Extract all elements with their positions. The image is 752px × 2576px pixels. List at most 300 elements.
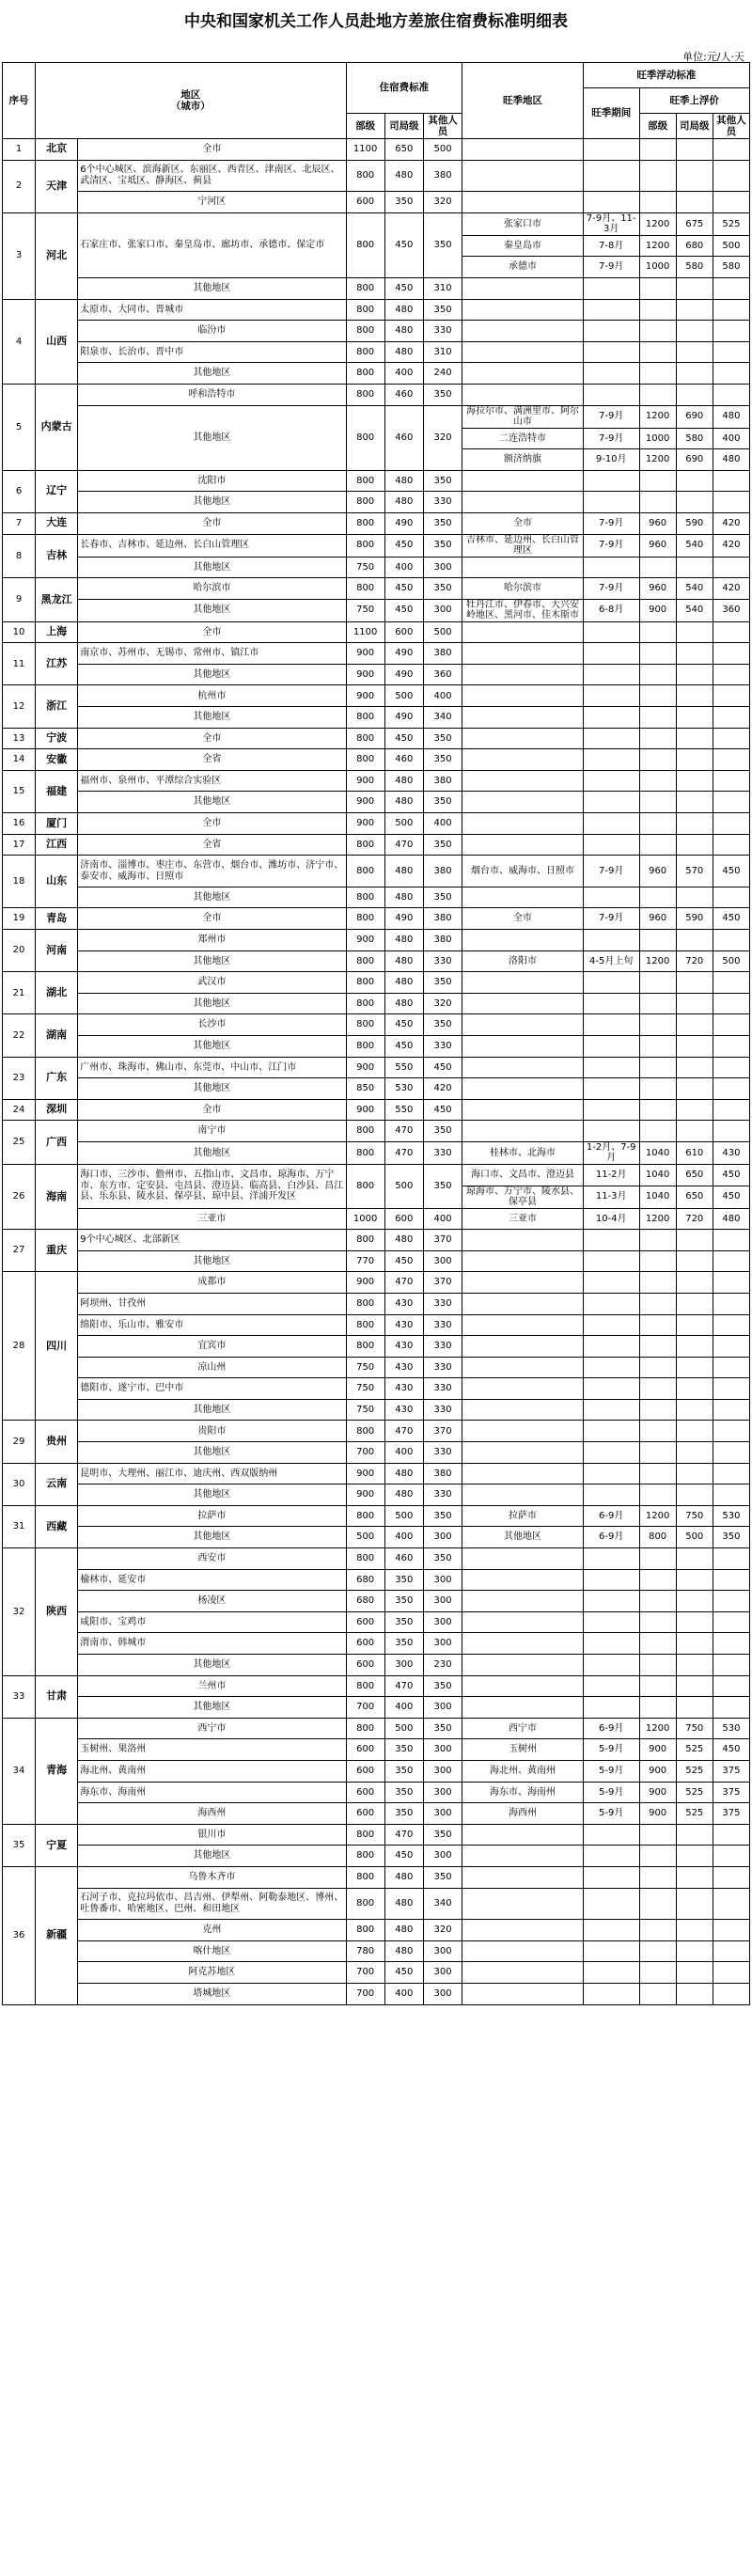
empty-cell [713, 1655, 749, 1676]
empty-cell [676, 1399, 713, 1421]
table-body [3, 139, 750, 2005]
bureau-rate: 450 [384, 1014, 423, 1036]
city-region: 武汉市 [78, 972, 346, 994]
city-region: 长沙市 [78, 1014, 346, 1036]
table-row [3, 908, 750, 930]
row-seq: 36 [3, 1866, 36, 2004]
peak-region: 烟台市、威海市、日照市 [462, 856, 584, 887]
ministry-rate: 680 [346, 1569, 384, 1591]
province-name: 河北 [36, 212, 78, 299]
table-row [3, 1824, 750, 1846]
empty-cell [676, 321, 713, 342]
city-region: 玉树州、果洛州 [78, 1739, 346, 1761]
peak-others-rate: 400 [713, 428, 749, 449]
empty-cell [583, 1940, 639, 1962]
city-region: 其他地区 [78, 1078, 346, 1100]
empty-cell [462, 557, 584, 578]
empty-cell [713, 1569, 749, 1591]
others-rate: 350 [423, 1824, 462, 1846]
empty-cell [676, 972, 713, 994]
ministry-rate: 800 [346, 972, 384, 994]
table-row [3, 534, 750, 557]
ministry-rate: 800 [346, 908, 384, 930]
city-region: 全市 [78, 908, 346, 930]
ministry-rate: 900 [346, 685, 384, 707]
row-seq: 20 [3, 930, 36, 972]
empty-cell [639, 363, 676, 385]
row-seq: 13 [3, 728, 36, 749]
empty-cell [462, 192, 584, 213]
empty-cell [713, 1378, 749, 1400]
bureau-rate: 350 [384, 1739, 423, 1761]
empty-cell [462, 1293, 584, 1314]
table-row [3, 728, 750, 749]
province-name: 云南 [36, 1463, 78, 1505]
empty-cell [462, 643, 584, 665]
empty-cell [583, 887, 639, 908]
others-rate: 330 [423, 321, 462, 342]
header-others-peak: 其他人员 [713, 114, 749, 139]
empty-cell [639, 139, 676, 161]
peak-region: 海北州、黄南州 [462, 1760, 584, 1782]
city-region: 西宁市 [78, 1718, 346, 1739]
empty-cell [462, 321, 584, 342]
bureau-rate: 470 [384, 1272, 423, 1294]
table-row [3, 856, 750, 887]
peak-bureau-rate: 525 [676, 1739, 713, 1761]
empty-cell [676, 749, 713, 771]
row-seq: 2 [3, 160, 36, 212]
province-name: 贵州 [36, 1421, 78, 1463]
empty-cell [676, 1057, 713, 1078]
empty-cell [639, 192, 676, 213]
peak-bureau-rate: 500 [676, 1527, 713, 1548]
table-row [3, 749, 750, 771]
empty-cell [583, 749, 639, 771]
empty-cell [713, 1336, 749, 1358]
empty-cell [583, 1293, 639, 1314]
empty-cell [462, 1272, 584, 1294]
city-region: 其他地区 [78, 1697, 346, 1719]
peak-bureau-rate: 720 [676, 1208, 713, 1230]
table-row [3, 405, 750, 428]
others-rate: 350 [423, 299, 462, 321]
empty-cell [639, 1697, 676, 1719]
empty-cell [583, 299, 639, 321]
ministry-rate: 600 [346, 1611, 384, 1633]
table-row [3, 1442, 750, 1464]
ministry-rate: 800 [346, 1141, 384, 1164]
city-region: 其他地区 [78, 277, 346, 299]
city-region: 其他地区 [78, 1035, 346, 1057]
others-rate: 350 [423, 212, 462, 277]
empty-cell [583, 1697, 639, 1719]
peak-others-rate: 430 [713, 1141, 749, 1164]
empty-cell [462, 1962, 584, 1984]
table-row [3, 599, 750, 621]
empty-cell [676, 299, 713, 321]
empty-cell [676, 1697, 713, 1719]
province-name: 重庆 [36, 1230, 78, 1272]
row-seq: 7 [3, 512, 36, 534]
peak-region: 牡丹江市、伊春市、大兴安岭地区、黑河市、佳木斯市 [462, 599, 584, 621]
province-name: 厦门 [36, 813, 78, 835]
empty-cell [676, 707, 713, 729]
empty-cell [713, 1314, 749, 1336]
row-seq: 33 [3, 1675, 36, 1718]
peak-region: 海东市、海南州 [462, 1782, 584, 1803]
empty-cell [583, 1655, 639, 1676]
others-rate: 300 [423, 1569, 462, 1591]
peak-ministry-rate: 900 [639, 1782, 676, 1803]
ministry-rate: 900 [346, 643, 384, 665]
empty-cell [713, 1078, 749, 1100]
peak-region: 额济纳旗 [462, 449, 584, 471]
peak-ministry-rate: 960 [639, 908, 676, 930]
bureau-rate: 480 [384, 930, 423, 951]
ministry-rate: 800 [346, 470, 384, 492]
ministry-rate: 800 [346, 512, 384, 534]
peak-ministry-rate: 1040 [639, 1141, 676, 1164]
others-rate: 400 [423, 1208, 462, 1230]
ministry-rate: 800 [346, 534, 384, 557]
empty-cell [676, 643, 713, 665]
empty-cell [639, 1866, 676, 1888]
bureau-rate: 600 [384, 621, 423, 643]
empty-cell [713, 834, 749, 856]
empty-cell [639, 1014, 676, 1036]
row-seq: 18 [3, 856, 36, 908]
province-name: 北京 [36, 139, 78, 161]
table-row [3, 1357, 750, 1378]
others-rate: 300 [423, 1697, 462, 1719]
peak-period: 7-8月 [583, 235, 639, 257]
empty-cell [713, 557, 749, 578]
city-region: 克州 [78, 1920, 346, 1941]
city-region: 杭州市 [78, 685, 346, 707]
empty-cell [713, 1035, 749, 1057]
city-region: 其他地区 [78, 492, 346, 513]
empty-cell [639, 813, 676, 835]
others-rate: 350 [423, 1505, 462, 1527]
city-region: 南宁市 [78, 1121, 346, 1142]
empty-cell [713, 384, 749, 405]
empty-cell [713, 1272, 749, 1294]
city-region: 全市 [78, 813, 346, 835]
others-rate: 370 [423, 1230, 462, 1251]
peak-region: 海拉尔市、满洲里市、阿尔山市 [462, 405, 584, 428]
empty-cell [583, 664, 639, 685]
table-row [3, 1591, 750, 1612]
bureau-rate: 350 [384, 1782, 423, 1803]
bureau-rate: 350 [384, 1760, 423, 1782]
city-region: 贵阳市 [78, 1421, 346, 1442]
row-seq: 3 [3, 212, 36, 299]
empty-cell [462, 707, 584, 729]
province-name: 山西 [36, 299, 78, 384]
empty-cell [713, 728, 749, 749]
city-region: 海北州、黄南州 [78, 1760, 346, 1782]
bureau-rate: 400 [384, 1442, 423, 1464]
peak-region: 桂林市、北海市 [462, 1141, 584, 1164]
table-row [3, 1336, 750, 1358]
empty-cell [639, 707, 676, 729]
bureau-rate: 480 [384, 1866, 423, 1888]
peak-ministry-rate: 1040 [639, 1164, 676, 1186]
others-rate: 300 [423, 1983, 462, 2004]
empty-cell [639, 321, 676, 342]
ministry-rate: 800 [346, 1314, 384, 1336]
empty-cell [639, 1378, 676, 1400]
ministry-rate: 800 [346, 1846, 384, 1867]
header-seq: 序号 [3, 63, 36, 139]
row-seq: 21 [3, 972, 36, 1014]
unit-note: 单位:元/人·天 [682, 51, 744, 63]
peak-bureau-rate: 675 [676, 212, 713, 235]
city-region: 石家庄市、张家口市、秦皇岛市、廊坊市、承德市、保定市 [78, 212, 346, 277]
city-region: 6个中心城区、滨海新区、东丽区、西青区、津南区、北辰区、武清区、宝坻区、静海区、蓟县 [78, 160, 346, 192]
others-rate: 380 [423, 1463, 462, 1484]
province-name: 湖南 [36, 1014, 78, 1057]
table-row [3, 1099, 750, 1121]
empty-cell [462, 1421, 584, 1442]
city-region: 其他地区 [78, 993, 346, 1014]
empty-cell [462, 1014, 584, 1036]
bureau-rate: 470 [384, 1421, 423, 1442]
peak-period: 7-9月 [583, 534, 639, 557]
empty-cell [462, 1230, 584, 1251]
table-row [3, 1035, 750, 1057]
province-name: 西藏 [36, 1505, 78, 1547]
table-row [3, 1760, 750, 1782]
table-row [3, 139, 750, 161]
table-row [3, 1846, 750, 1867]
empty-cell [639, 1888, 676, 1920]
others-rate: 450 [423, 1057, 462, 1078]
others-rate: 350 [423, 1121, 462, 1142]
ministry-rate: 900 [346, 813, 384, 835]
empty-cell [583, 384, 639, 405]
empty-cell [639, 1272, 676, 1294]
ministry-rate: 800 [346, 1121, 384, 1142]
city-region: 德阳市、遂宁市、巴中市 [78, 1378, 346, 1400]
empty-cell [713, 930, 749, 951]
empty-cell [639, 1548, 676, 1570]
empty-cell [639, 749, 676, 771]
bureau-rate: 480 [384, 792, 423, 813]
empty-cell [583, 1078, 639, 1100]
row-seq: 19 [3, 908, 36, 930]
others-rate: 360 [423, 664, 462, 685]
bureau-rate: 400 [384, 363, 423, 385]
empty-cell [676, 1272, 713, 1294]
city-region: 其他地区 [78, 707, 346, 729]
ministry-rate: 800 [346, 1336, 384, 1358]
peak-bureau-rate: 540 [676, 599, 713, 621]
city-region: 其他地区 [78, 405, 346, 470]
empty-cell [676, 1250, 713, 1272]
others-rate: 350 [423, 470, 462, 492]
table-row [3, 1803, 750, 1825]
empty-cell [713, 1057, 749, 1078]
ministry-rate: 900 [346, 1057, 384, 1078]
ministry-rate: 680 [346, 1591, 384, 1612]
empty-cell [462, 1548, 584, 1570]
bureau-rate: 400 [384, 557, 423, 578]
empty-cell [676, 930, 713, 951]
city-region: 其他地区 [78, 363, 346, 385]
row-seq: 22 [3, 1014, 36, 1057]
empty-cell [676, 1314, 713, 1336]
empty-cell [462, 1920, 584, 1941]
row-seq: 10 [3, 621, 36, 643]
ministry-rate: 900 [346, 1463, 384, 1484]
empty-cell [583, 1399, 639, 1421]
empty-cell [639, 1035, 676, 1057]
empty-cell [583, 1421, 639, 1442]
empty-cell [676, 1824, 713, 1846]
city-region: 拉萨市 [78, 1505, 346, 1527]
peak-bureau-rate: 750 [676, 1718, 713, 1739]
bureau-rate: 350 [384, 1633, 423, 1655]
ministry-rate: 900 [346, 1484, 384, 1506]
others-rate: 300 [423, 1760, 462, 1782]
empty-cell [639, 1078, 676, 1100]
empty-cell [639, 1099, 676, 1121]
empty-cell [676, 1675, 713, 1697]
empty-cell [583, 1611, 639, 1633]
bureau-rate: 480 [384, 1484, 423, 1506]
others-rate: 500 [423, 621, 462, 643]
empty-cell [462, 1697, 584, 1719]
empty-cell [713, 643, 749, 665]
city-region: 塔城地区 [78, 1983, 346, 2004]
city-region: 其他地区 [78, 599, 346, 621]
peak-others-rate: 500 [713, 235, 749, 257]
city-region: 哈尔滨市 [78, 578, 346, 600]
ministry-rate: 800 [346, 1164, 384, 1208]
empty-cell [676, 1378, 713, 1400]
empty-cell [639, 1421, 676, 1442]
peak-region: 哈尔滨市 [462, 578, 584, 600]
city-region: 郑州市 [78, 930, 346, 951]
header-ministry: 部级 [346, 114, 384, 139]
peak-bureau-rate: 650 [676, 1186, 713, 1208]
peak-period: 1-2月、7-9月 [583, 1141, 639, 1164]
table-row [3, 1697, 750, 1719]
empty-cell [462, 1078, 584, 1100]
empty-cell [639, 1314, 676, 1336]
province-name: 陕西 [36, 1548, 78, 1676]
empty-cell [462, 1611, 584, 1633]
peak-region: 拉萨市 [462, 1505, 584, 1527]
peak-region: 洛阳市 [462, 950, 584, 972]
peak-bureau-rate: 750 [676, 1505, 713, 1527]
row-seq: 32 [3, 1548, 36, 1676]
peak-others-rate: 420 [713, 534, 749, 557]
empty-cell [676, 813, 713, 835]
empty-cell [462, 1336, 584, 1358]
table-row [3, 212, 750, 235]
empty-cell [676, 277, 713, 299]
empty-cell [713, 707, 749, 729]
empty-cell [462, 492, 584, 513]
peak-region: 承德市 [462, 257, 584, 278]
page-title: 中央和国家机关工作人员赴地方差旅住宿费标准明细表 [184, 12, 568, 31]
empty-cell [462, 887, 584, 908]
table-row [3, 792, 750, 813]
empty-cell [713, 1591, 749, 1612]
table-row [3, 1399, 750, 1421]
peak-region: 玉树州 [462, 1739, 584, 1761]
table-row [3, 1272, 750, 1294]
row-seq: 28 [3, 1272, 36, 1421]
empty-cell [639, 1442, 676, 1464]
peak-region: 全市 [462, 512, 584, 534]
empty-cell [583, 1463, 639, 1484]
city-region: 其他地区 [78, 1141, 346, 1164]
table-row [3, 1314, 750, 1336]
peak-ministry-rate: 960 [639, 534, 676, 557]
bureau-rate: 460 [384, 405, 423, 470]
bureau-rate: 450 [384, 1035, 423, 1057]
ministry-rate: 800 [346, 728, 384, 749]
bureau-rate: 480 [384, 887, 423, 908]
table-row [3, 1484, 750, 1506]
bureau-rate: 480 [384, 993, 423, 1014]
empty-cell [462, 1633, 584, 1655]
ministry-rate: 800 [346, 856, 384, 887]
table-row [3, 1208, 750, 1230]
table-row [3, 1548, 750, 1570]
empty-cell [462, 1888, 584, 1920]
peak-period: 5-9月 [583, 1782, 639, 1803]
empty-cell [583, 1357, 639, 1378]
empty-cell [462, 1824, 584, 1846]
others-rate: 350 [423, 578, 462, 600]
empty-cell [639, 1940, 676, 1962]
ministry-rate: 800 [346, 1718, 384, 1739]
empty-cell [583, 993, 639, 1014]
empty-cell [713, 1697, 749, 1719]
empty-cell [462, 1655, 584, 1676]
empty-cell [639, 792, 676, 813]
empty-cell [462, 1314, 584, 1336]
others-rate: 500 [423, 139, 462, 161]
empty-cell [639, 384, 676, 405]
bureau-rate: 450 [384, 728, 423, 749]
empty-cell [639, 1569, 676, 1591]
peak-period: 6-9月 [583, 1718, 639, 1739]
empty-cell [639, 664, 676, 685]
empty-cell [583, 1230, 639, 1251]
empty-cell [713, 1014, 749, 1036]
peak-others-rate: 450 [713, 1739, 749, 1761]
others-rate: 300 [423, 1782, 462, 1803]
table-row [3, 1378, 750, 1400]
table-row [3, 950, 750, 972]
province-name: 大连 [36, 512, 78, 534]
ministry-rate: 800 [346, 1888, 384, 1920]
others-rate: 230 [423, 1655, 462, 1676]
empty-cell [583, 930, 639, 951]
empty-cell [583, 685, 639, 707]
ministry-rate: 800 [346, 1014, 384, 1036]
ministry-rate: 900 [346, 770, 384, 792]
row-seq: 16 [3, 813, 36, 835]
empty-cell [639, 470, 676, 492]
others-rate: 300 [423, 1940, 462, 1962]
